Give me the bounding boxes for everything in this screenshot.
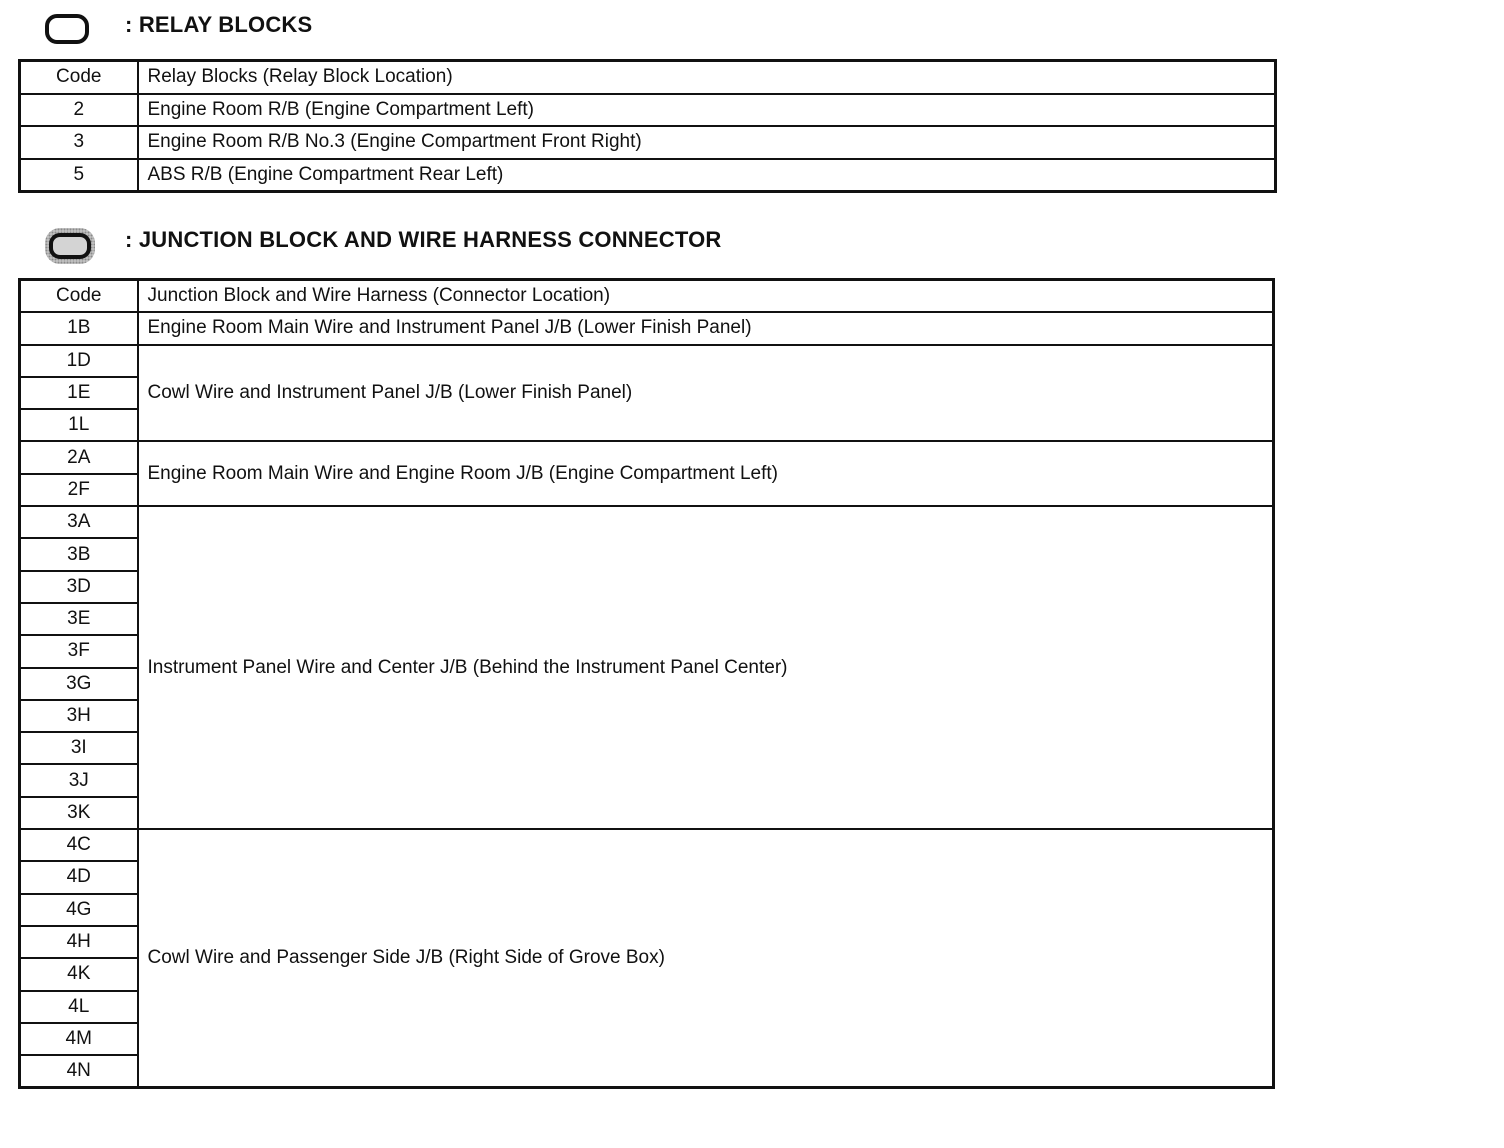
connector-code-cell: 4L [20,991,138,1023]
connector-code-cell: 4D [20,861,138,893]
connector-code-cell: 4K [20,958,138,990]
connector-code-cell: 1D [20,345,138,377]
connector-code-cell: 3A [20,506,138,538]
connector-code-cell: 3J [20,764,138,796]
relay-blocks-table [18,59,1277,193]
junction-table-body [20,280,1274,1088]
junction-code-header: Code [20,280,138,313]
connector-code-cell: 3I [20,732,138,764]
connector-location-cell: Cowl Wire and Instrument Panel J/B (Lower Finish Panel) [138,345,1274,442]
connector-code-cell: 4M [20,1023,138,1055]
junction-block-title: : JUNCTION BLOCK AND WIRE HARNESS CONNECTOR [125,227,722,252]
connector-code-cell: 4N [20,1055,138,1088]
relay-table-body [20,61,1276,192]
table-row [20,94,1276,127]
connector-code-cell: 4G [20,894,138,926]
connector-code-cell: 3D [20,571,138,603]
connector-code-cell: 2A [20,441,138,473]
table-row [20,312,1274,344]
table-row [20,345,1274,377]
connector-code-cell: 4H [20,926,138,958]
table-row [20,829,1274,861]
relay-code-header: Code [20,61,138,94]
connector-code-cell: 2F [20,474,138,506]
table-row [20,441,1274,473]
relay-table-header-row [20,61,1276,94]
table-row [20,159,1276,192]
connector-code-cell: 1L [20,409,138,441]
relay-code-cell: 2 [20,94,138,127]
connector-code-cell: 3K [20,797,138,829]
junction-block-symbol-icon [45,228,95,264]
relay-location-cell: Engine Room R/B (Engine Compartment Left) [138,94,1276,127]
relay-block-symbol-icon [45,14,89,44]
connector-code-cell: 3G [20,668,138,700]
relay-location-cell: Engine Room R/B No.3 (Engine Compartment Front Right) [138,126,1276,159]
connector-code-cell: 3B [20,538,138,570]
relay-code-cell: 3 [20,126,138,159]
connector-location-cell: Engine Room Main Wire and Engine Room J/B (Engine Compartment Left) [138,441,1274,506]
connector-code-cell: 1E [20,377,138,409]
connector-code-cell: 4C [20,829,138,861]
connector-code-cell: 3E [20,603,138,635]
connector-code-cell: 3H [20,700,138,732]
relay-code-cell: 5 [20,159,138,192]
junction-location-header: Junction Block and Wire Harness (Connector Location) [138,280,1274,313]
connector-location-cell: Cowl Wire and Passenger Side J/B (Right Side of Grove Box) [138,829,1274,1088]
relay-blocks-title: : RELAY BLOCKS [125,12,313,37]
connector-location-cell: Engine Room Main Wire and Instrument Panel J/B (Lower Finish Panel) [138,312,1274,344]
junction-table-header-row [20,280,1274,313]
connector-code-cell: 3F [20,635,138,667]
connector-location-cell: Instrument Panel Wire and Center J/B (Behind the Instrument Panel Center) [138,506,1274,829]
table-row [20,126,1276,159]
table-row [20,506,1274,538]
junction-block-table [18,278,1275,1089]
relay-location-cell: ABS R/B (Engine Compartment Rear Left) [138,159,1276,192]
relay-location-header: Relay Blocks (Relay Block Location) [138,61,1276,94]
connector-code-cell: 1B [20,312,138,344]
